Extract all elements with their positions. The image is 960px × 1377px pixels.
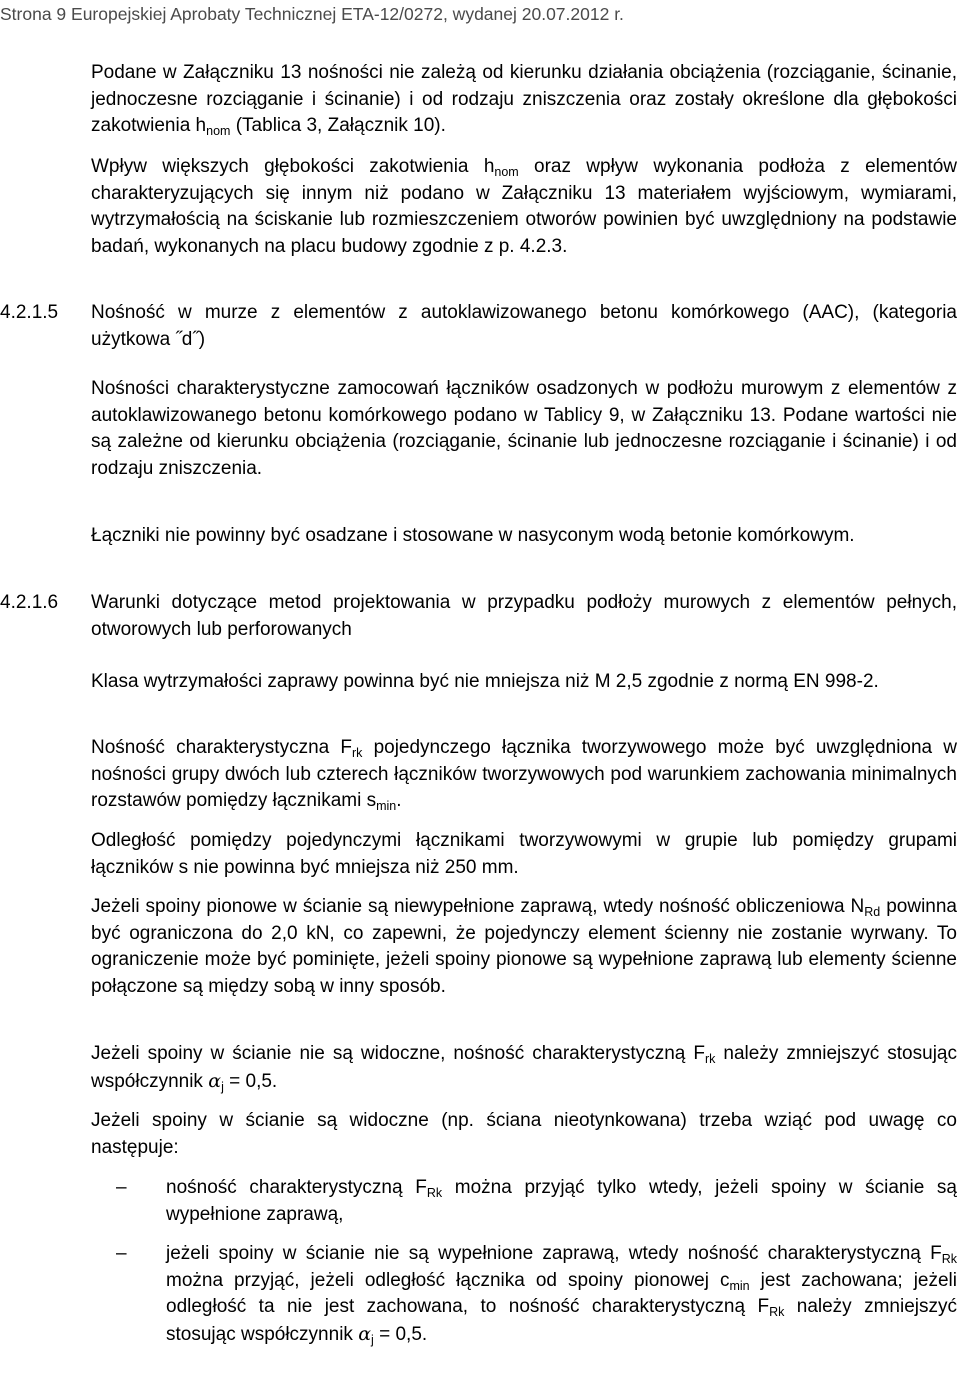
paragraph-text: należy zmniejszyć stosując współczynnik <box>166 1296 957 1345</box>
page-header: Strona 9 Europejskiej Aprobaty Technicznej ETA-12/0272, wydanej 20.07.2012 r. <box>0 4 624 24</box>
paragraph-text: należy zmniejszyć stosując współczynnik <box>91 1043 957 1092</box>
paragraph-text: = 0,5. <box>223 1070 278 1092</box>
paragraph-text: Wpływ większych głębokości zakotwienia h <box>91 156 495 177</box>
paragraph-text: . <box>396 790 402 811</box>
subscript: j <box>371 1332 374 1347</box>
paragraph-vertical-joints <box>91 894 957 1000</box>
list-item-text <box>166 1175 957 1228</box>
subscript: nom <box>206 124 231 138</box>
paragraph-text: można przyjąć tylko wtedy, jeżeli spoiny w ścianie są wypełnione zaprawą, <box>166 1177 957 1225</box>
paragraph-text: Nośność charakterystyczna F <box>91 737 352 758</box>
subscript: Rk <box>941 1252 957 1266</box>
subscript: Rk <box>426 1186 443 1200</box>
list-item-text <box>166 1241 957 1348</box>
paragraph-group-resistance <box>91 735 957 815</box>
subscript: min <box>376 799 397 813</box>
section-number: 4.2.1.6 <box>0 592 59 613</box>
paragraph-text: nośność charakterystyczną F <box>166 1177 427 1198</box>
paragraph-text: jeżeli spoiny w ścianie nie są wypełnione zaprawą, wtedy nośność charakterystyczną F <box>166 1243 942 1264</box>
subscript: rk <box>704 1052 716 1066</box>
paragraph-text: oraz wpływ wykonania podłoża z elementów charakteryzujących się innym niż podano w Załączniku 13 materiałem wyjściowym, wymiarami, wytrzymałością na ściskanie lub rozmieszczeniem otworów powinien być uwzględniony na podstawie badań, wykonanych na placu budowy zgodnie z p. 4.2.3. <box>91 156 957 257</box>
subscript: Rd <box>864 905 881 919</box>
paragraph-text: powinna być ograniczona do 2,0 kN, co zapewni, że pojedynczy element ścienny nie zostanie wyrwany. To ograniczenie może być pominięte, jeżeli spoiny pionowe są wypełnione zaprawą lub elementy ścienne połączone są między sobą w inny sposób. <box>91 896 957 997</box>
paragraph-saturated-concrete: Łączniki nie powinny być osadzane i stosowane w nasyconym wodą betonie komórkowym. <box>91 525 855 546</box>
paragraph-text: jest zachowana; jeżeli odległość ta nie jest zachowana, to nośność charakterystyczną F <box>166 1269 957 1317</box>
section-number: 4.2.1.5 <box>0 302 59 323</box>
paragraph-spacing: Odległość pomiędzy pojedynczymi łącznikami tworzywowymi w grupie lub pomiędzy grupami łączników s nie powinna być mniejsza niż 250 mm. <box>91 830 957 878</box>
paragraph-text: = 0,5. <box>373 1323 428 1345</box>
paragraph-text: pojedynczego łącznika tworzywowego może być uwzględniona w nośności grupy dwóch lub czterech łączników tworzywowych pod warunkiem zachowania minimalnych rozstawów pomiędzy łącznikami s <box>91 737 958 811</box>
paragraph-text: Jeżeli spoiny pionowe w ścianie są niewypełnione zaprawą, wtedy nośność obliczeniowa N <box>91 896 865 917</box>
paragraph-load-independence <box>91 60 957 140</box>
paragraph-text: można przyjąć, jeżeli odległość łącznika od spoiny pionowej c <box>166 1269 730 1291</box>
paragraph-joints-visible: Jeżeli spoiny w ścianie są widoczne (np. ściana nieotynkowana) trzeba wziąć pod uwagę co następuje: <box>91 1110 957 1158</box>
subscript: nom <box>494 165 519 179</box>
alpha-symbol: α <box>208 1069 222 1092</box>
paragraph-mortar-class: Klasa wytrzymałości zaprawy powinna być nie mniejsza niż M 2,5 zgodnie z normą EN 998-2. <box>91 671 879 692</box>
subscript: Rk <box>769 1305 785 1319</box>
subscript: rk <box>351 746 363 760</box>
dash-bullet: – <box>116 1243 127 1264</box>
section-heading: Warunki dotyczące metod projektowania w przypadku podłoży murowych z elementów pełnych, otworowych lub perforowanych <box>91 592 957 640</box>
paragraph-text: Podane w Załączniku 13 nośności nie zależą od kierunku działania obciążenia (rozciąganie, ścinanie, jednoczesne rozciąganie i ścinanie) i od rodzaju zniszczenia oraz zostały określone dla głębokości zakotwienia h <box>91 62 957 136</box>
paragraph-aac-resistance: Nośności charakterystyczne zamocowań łączników osadzonych w podłożu murowym z elementów z autoklawizowanego betonu komórkowego podano w Tablicy 9, w Załączniku 13. Podane wartości nie są zależne od kierunku obciążenia (rozciąganie, ścinanie lub jednoczesne rozciąganie i ścinanie) i od rodzaju zniszczenia. <box>91 378 957 479</box>
section-heading: Nośność w murze z elementów z autoklawizowanego betonu komórkowego (AAC), (kategoria użytkowa ˝d˝) <box>91 302 957 350</box>
alpha-symbol: α <box>358 1322 372 1345</box>
paragraph-text: Jeżeli spoiny w ścianie nie są widoczne, nośność charakterystyczną F <box>91 1043 705 1064</box>
dash-bullet: – <box>116 1177 127 1198</box>
paragraph-joints-not-visible <box>91 1041 957 1095</box>
subscript: min <box>729 1278 750 1293</box>
subscript: j <box>221 1079 224 1094</box>
paragraph-embedment-influence <box>91 154 957 260</box>
paragraph-text: (Tablica 3, Załącznik 10). <box>230 115 446 136</box>
